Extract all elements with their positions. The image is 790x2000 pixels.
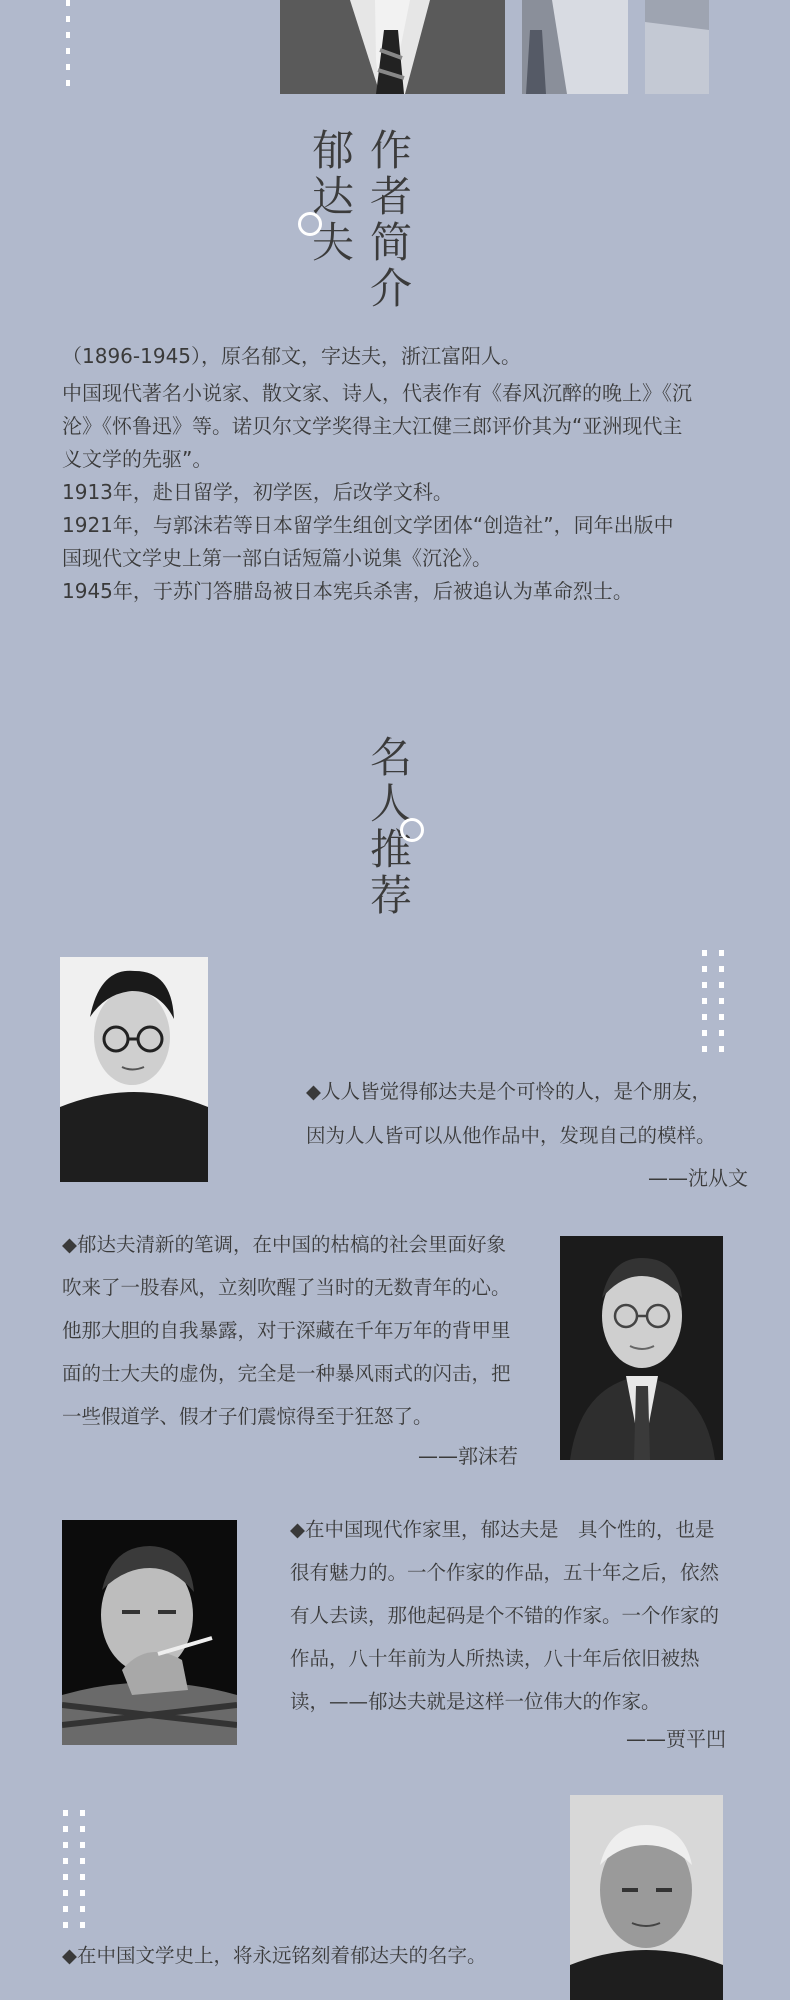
author-name-vertical: 郁 达 夫 [311,126,354,267]
quote-shen-congwen [306,1074,766,1154]
author-photo-fade-2 [645,0,709,94]
photo-shen-congwen [60,957,208,1182]
quote-author-guo-moruo: ——郭沫若 [418,1444,518,1468]
bio-line: 沦》《怀鲁迅》等。诺贝尔文学奖得主大江健三郎评价其为“亚洲现代主 [62,414,683,438]
bio-line: 国现代文学史上第一部白话短篇小说集《沉沦》。 [62,546,492,570]
author-intro-title-vertical: 作 者 简 介 [369,126,412,313]
quote-line: 作品，八十年前为人所热读，八十年后依旧被热 [290,1647,700,1670]
photo-elder-writer [570,1795,723,2000]
quote-line: 吹来了一股春风，立刻吹醒了当时的无数青年的心。 [62,1276,511,1299]
bio-line: 义文学的先驱”。 [62,447,213,471]
ring-decoration [298,212,322,236]
ring-decoration [400,818,424,842]
dotted-decoration-right [702,950,724,1058]
quote-author-shen-congwen: ——沈从文 [648,1166,748,1190]
quote-line: 因为人人皆可以从他作品中，发现自己的模样。 [306,1124,716,1147]
recommend-title-vertical: 名 人 推 荐 [369,733,412,920]
quote-line: ◆人人皆觉得郁达夫是个可怜的人，是个朋友， [306,1080,711,1103]
quote-guo-moruo [62,1227,562,1435]
quote-line: 一些假道学、假才子们震惊得至于狂怒了。 [62,1405,433,1428]
bio-line: 1921年，与郭沫若等日本留学生组创文学团体“创造社”，同年出版中 [62,513,674,537]
quote-author-jia-pingwa: ——贾平凹 [626,1727,726,1751]
quote-jia-pingwa [290,1512,750,1720]
dotted-decoration-left [63,1810,85,1930]
author-photo-fade-1 [522,0,628,94]
photo-jia-pingwa [62,1520,237,1745]
quote-line: 很有魅力的。一个作家的作品，五十年之后，依然 [290,1561,720,1584]
quote-line: 读，——郁达夫就是这样一位伟大的作家。 [290,1690,661,1713]
quote-fourth [62,1938,562,1974]
bio-line: 1913年，赴日留学，初学医，后改学文科。 [62,480,453,504]
quote-line: 面的士大夫的虚伪，完全是一种暴风雨式的闪击，把 [62,1362,511,1385]
bio-line: （1896-1945），原名郁文，字达夫，浙江富阳人。 [62,344,522,368]
dotted-decoration-top [66,0,70,96]
author-photo-main [280,0,505,94]
quote-line: ◆在中国文学史上，将永远铭刻着郁达夫的名字。 [62,1944,487,1967]
quote-line: 他那大胆的自我暴露，对于深藏在千年万年的背甲里 [62,1319,511,1342]
quote-line: ◆在中国现代作家里，郁达夫是 具个性的，也是 [290,1518,715,1541]
author-bio [62,340,742,608]
photo-guo-moruo [560,1236,723,1460]
bio-line: 中国现代著名小说家、散文家、诗人，代表作有《春风沉醉的晚上》《沉 [62,381,692,405]
quote-line: ◆郁达夫清新的笔调，在中国的枯槁的社会里面好象 [62,1233,506,1256]
quote-line: 有人去读，那他起码是个不错的作家。一个作家的 [290,1604,720,1627]
bio-line: 1945年，于苏门答腊岛被日本宪兵杀害，后被追认为革命烈士。 [62,579,633,603]
